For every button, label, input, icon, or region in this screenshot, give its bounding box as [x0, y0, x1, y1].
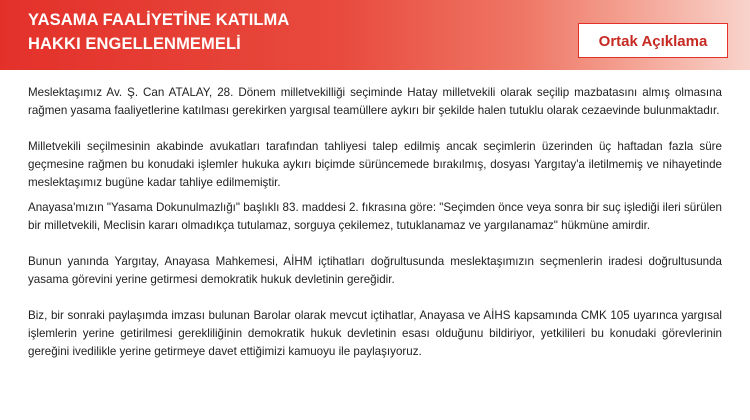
page-title: [28, 8, 289, 56]
statement-body: [28, 84, 722, 361]
paragraph-3: Anayasa'mızın "Yasama Dokunulmazlığı" başlıklı 83. maddesi 2. fıkrasına göre: "Seçimden önce veya sonra bir suç işlediği ileri sürülen bir milletvekili, Meclisin kararı olmadıkça tutulamaz, sorguya çekilemez, tutuklanamaz ve yargılanamaz" hükmüne amirdir.: [28, 201, 722, 232]
page-title-line-1: YASAMA FAALİYETİNE KATILMA: [28, 11, 290, 29]
statement-type-badge: Ortak Açıklama: [578, 23, 728, 58]
paragraph-2: Milletvekili seçilmesinin akabinde avukatları tarafından tahliyesi talep edilmiş ancak seçimlerin üzerinden üç haftadan fazla süre geçmesine rağmen bu konudaki işlemler hukuka aykırı biçimde sürüncemede bırakılmış, dosyası Yargıtay'a iletilmemiş ve nihayetinde meslektaşımız bugüne kadar tahliye edilmemiştir.: [28, 140, 722, 189]
page-title-line-2: HAKKI ENGELLENMEMELİ: [28, 35, 241, 53]
paragraph-4: Bunun yanında Yargıtay, Anayasa Mahkemesi, AİHM içtihatları doğrultusunda meslektaşımızın seçmenlerin iradesi doğrultusunda yasama görevini yerine getirmesi demokratik hukuk devletinin gereğidir.: [28, 255, 722, 286]
paragraph-1: Meslektaşımız Av. Ş. Can ATALAY, 28. Dönem milletvekilliği seçiminde Hatay milletvekili olarak seçilip mazbatasını almış olmasına rağmen yasama faaliyetlerine katılması gerekirken yargısal teamüllere aykırı bir şekilde halen tutuklu olarak cezaevinde bulunmaktadır.: [28, 86, 722, 117]
paragraph-5: Biz, bir sonraki paylaşımda imzası bulunan Barolar olarak mevcut içtihatlar, Anayasa ve AİHS kapsamında CMK 105 uyarınca yargısal işlemlerin yerine getirilmesi gerekliliğinin demokratik hukuk devletinin esası olduğunu bildiriyor, yetkilileri bu konudaki görevlerinin gereğini ivedilikle yerine getirmeye davet ettiğimizi kamuoyu ile paylaşıyoruz.: [28, 309, 722, 358]
